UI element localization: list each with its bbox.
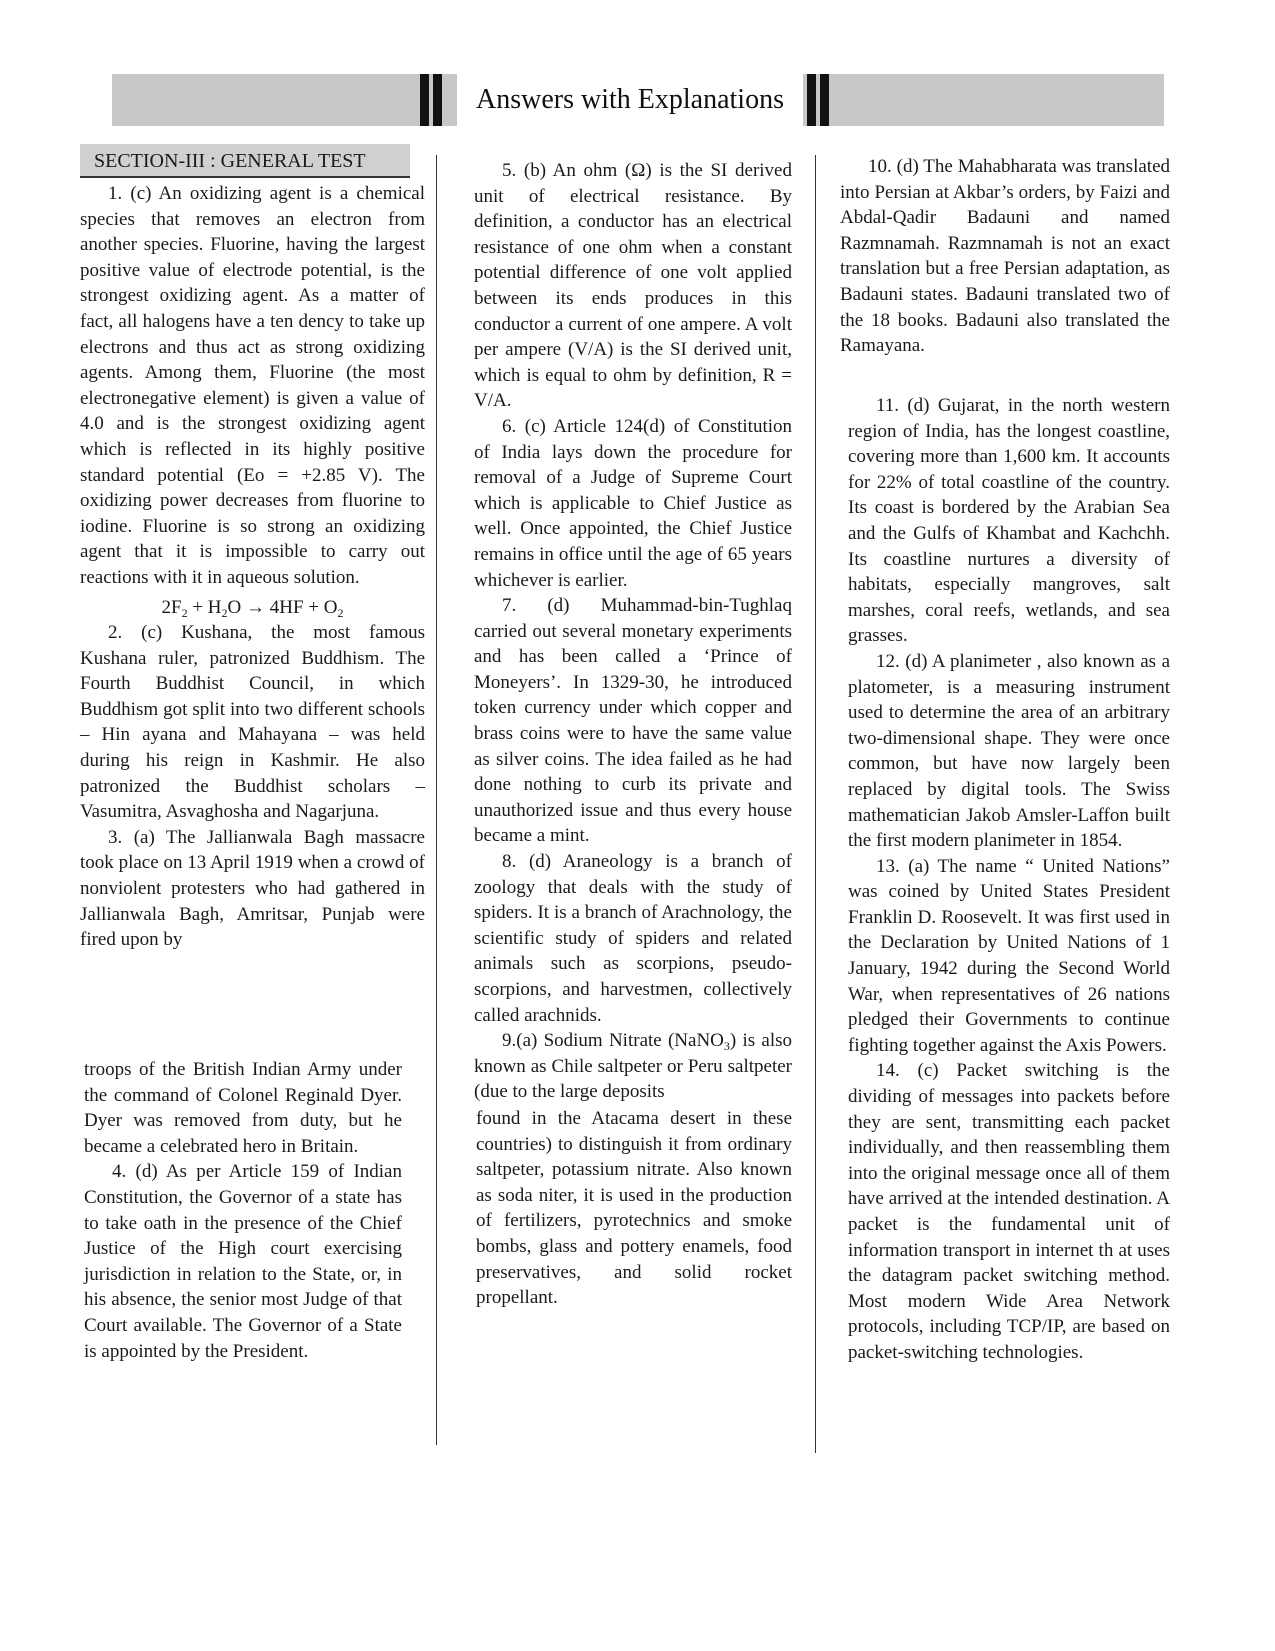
answer-13: 13. (a) The name “ United Nations” was coined by United States President Franklin D. Roosevelt. It was first used in the Declaration by United Nations of 1 January, 1942 during the Second World War, when representatives of 26 nations pledged their Governments to continue fighting together against the Axis Powers. bbox=[848, 855, 1170, 1056]
section-heading: SECTION-III : GENERAL TEST bbox=[80, 144, 410, 178]
answer-9-part-1 bbox=[474, 1028, 792, 1105]
column-3 bbox=[840, 154, 1170, 359]
answer-9-rest: ) is also known as Chile saltpeter or Peru saltpeter (due to the large deposits bbox=[474, 1030, 792, 1103]
column-2 bbox=[474, 158, 792, 1105]
equation-f-subscript: 2 bbox=[181, 605, 188, 620]
banner-bar-left-inner bbox=[433, 74, 442, 126]
answer-9-start: 9.(a) Sodium Nitrate (NaNO bbox=[502, 1030, 724, 1052]
answer-1: 1. (c) An oxidizing agent is a chemical species that removes an electron from another species. Fluorine, having the largest positive value of electrode potential, is the strongest oxidizing agent. As a matter of fact, all halogens have a ten dency to take up electrons and thus act as strong oxidizing agents. Among them, Fluorine (the most electronegative element) is given a value of 4.0 and is the strongest oxidizing agent which is reflected in its highly positive standard potential (Eo = +2.85 V). The oxidizing power decreases from fluorine to iodine. Fluorine is so strong an oxidizing agent that it is impossible to carry out reactions with it in aqueous solution. bbox=[80, 183, 425, 588]
answer-7: 7. (d) Muhammad-bin-Tughlaq carried out several monetary experiments and has been called a ‘Prince of Moneyers’. In 1329-30, he introduced token currency under which copper and brass coins were to have the same value as silver coins. The idea failed as he had done nothing to curb its private and unauthorized issue and thus every house became a mint. bbox=[474, 595, 792, 847]
answer-5: 5. (b) An ohm (Ω) is the SI derived unit of electrical resistance. By definition, a conductor has an electrical resistance of one ohm when a constant potential difference of one volt applied between its ends produces in this conductor a current of one ampere. A volt per ampere (V/A) is the SI derived unit, which is equal to ohm by definition, R = V/A. bbox=[474, 160, 792, 412]
equation-o-subscript: 2 bbox=[337, 605, 344, 620]
answer-2: 2. (c) Kushana, the most famous Kushana ruler, patronized Buddhism. The Fourth Buddhist Council, in which Buddhism got split into two different schools – Hin ayana and Mahayana – was held during his reign in Kashmir. He also patronized the Buddhist scholars – Vasumitra, Asvaghosha and Nagarjuna. bbox=[80, 622, 425, 823]
answer-9-part-2: found in the Atacama desert in these countries) to distinguish it from ordinary saltpeter, potassium nitrate. Also known as soda niter, it is used in the production of fertilizers, pyrotechnics and smoke bombs, glass and pottery enamels, food preservatives, and solid rocket propellant. bbox=[476, 1108, 792, 1309]
column-1 bbox=[80, 181, 425, 953]
banner-bar-right-inner bbox=[807, 74, 816, 126]
answer-9-subscript: 3 bbox=[723, 1039, 730, 1054]
equation-rest: O → 4HF + O bbox=[227, 596, 338, 618]
column-divider-2 bbox=[815, 155, 816, 1453]
answer-11: 11. (d) Gujarat, in the north western region of India, has the longest coastline, covering more than 1,600 km. It accounts for 22% of total coastline of the country. Its coast is bordered by the Arabian Sea and the Gulfs of Khambat and Kachchh. Its coastline nurtures a diversity of habitats, especially mangroves, salt marshes, coral reefs, wetlands, and sea grasses. bbox=[848, 395, 1170, 647]
answer-8: 8. (d) Araneology is a branch of zoology that deals with the study of spiders. It is a branch of Arachnology, the scientific study of spiders and related animals such as scorpions, pseudo-scorpions, and harvestmen, collectively called arachnids. bbox=[474, 851, 792, 1026]
column-divider-1 bbox=[436, 155, 437, 1445]
banner-bar-right-outer bbox=[820, 74, 829, 126]
answer-3-part-1: 3. (a) The Jallianwala Bagh massacre took place on 13 April 1919 when a crowd of nonviolent protesters who had gathered in Jallianwala Bagh, Amritsar, Punjab were fired upon by bbox=[80, 826, 425, 951]
banner-bar-left-outer bbox=[420, 74, 429, 126]
column-1-lower bbox=[84, 1057, 402, 1364]
answer-12: 12. (d) A planimeter , also known as a platometer, is a measuring instrument used to determine the area of an arbitrary two-dimensional shape. They were once common, but have now largely been replaced by digital tools. The Swiss mathematician Jakob Amsler-Laffon built the first modern planimeter in 1854. bbox=[848, 650, 1170, 852]
chemical-equation bbox=[80, 595, 425, 621]
answer-14: 14. (c) Packet switching is the dividing of messages into packets before they are sent, transmitting each packet individually, and then reassembling them into the original message once all of them have arrived at the intended destination. A packet is the fundamental unit of information transport in internet th at uses the datagram packet switching method. Most modern Wide Area Network protocols, including TCP/IP, are based on packet-switching technologies. bbox=[848, 1060, 1170, 1363]
header-banner bbox=[112, 74, 1164, 126]
equation-plus-h: + H bbox=[187, 596, 222, 618]
column-3-lower bbox=[848, 393, 1170, 1366]
equation-f: 2F bbox=[161, 596, 182, 618]
page-title: Answers with Explanations bbox=[457, 74, 803, 126]
answer-6: 6. (c) Article 124(d) of Constitution of India lays down the procedure for removal of a Judge of Supreme Court which is applicable to Chief Justice as well. Once appointed, the Chief Justice remains in office until the age of 65 years whichever is earlier. bbox=[474, 415, 792, 591]
answer-10: 10. (d) The Mahabharata was translated into Persian at Akbar’s orders, by Faizi and Abdal-Qadir Badauni and named Razmnamah. Razmnamah is not an exact translation but a free Persian adaptation, as Badauni states. Badauni translated two of the 18 books. Badauni also translated the Ramayana. bbox=[840, 156, 1170, 357]
answer-3-part-2: troops of the British Indian Army under the command of Colonel Reginald Dyer. Dyer was removed from duty, but he became a celebrated hero in Britain. bbox=[84, 1059, 402, 1157]
equation-h-subscript: 2 bbox=[221, 605, 228, 620]
answer-4: 4. (d) As per Article 159 of Indian Constitution, the Governor of a state has to take oath in the presence of the Chief Justice of the High court exercising jurisdiction in relation to the State, or, in his absence, the senior most Judge of that Court available. The Governor of a State is appointed by the President. bbox=[84, 1161, 402, 1362]
column-2-lower bbox=[476, 1106, 792, 1311]
